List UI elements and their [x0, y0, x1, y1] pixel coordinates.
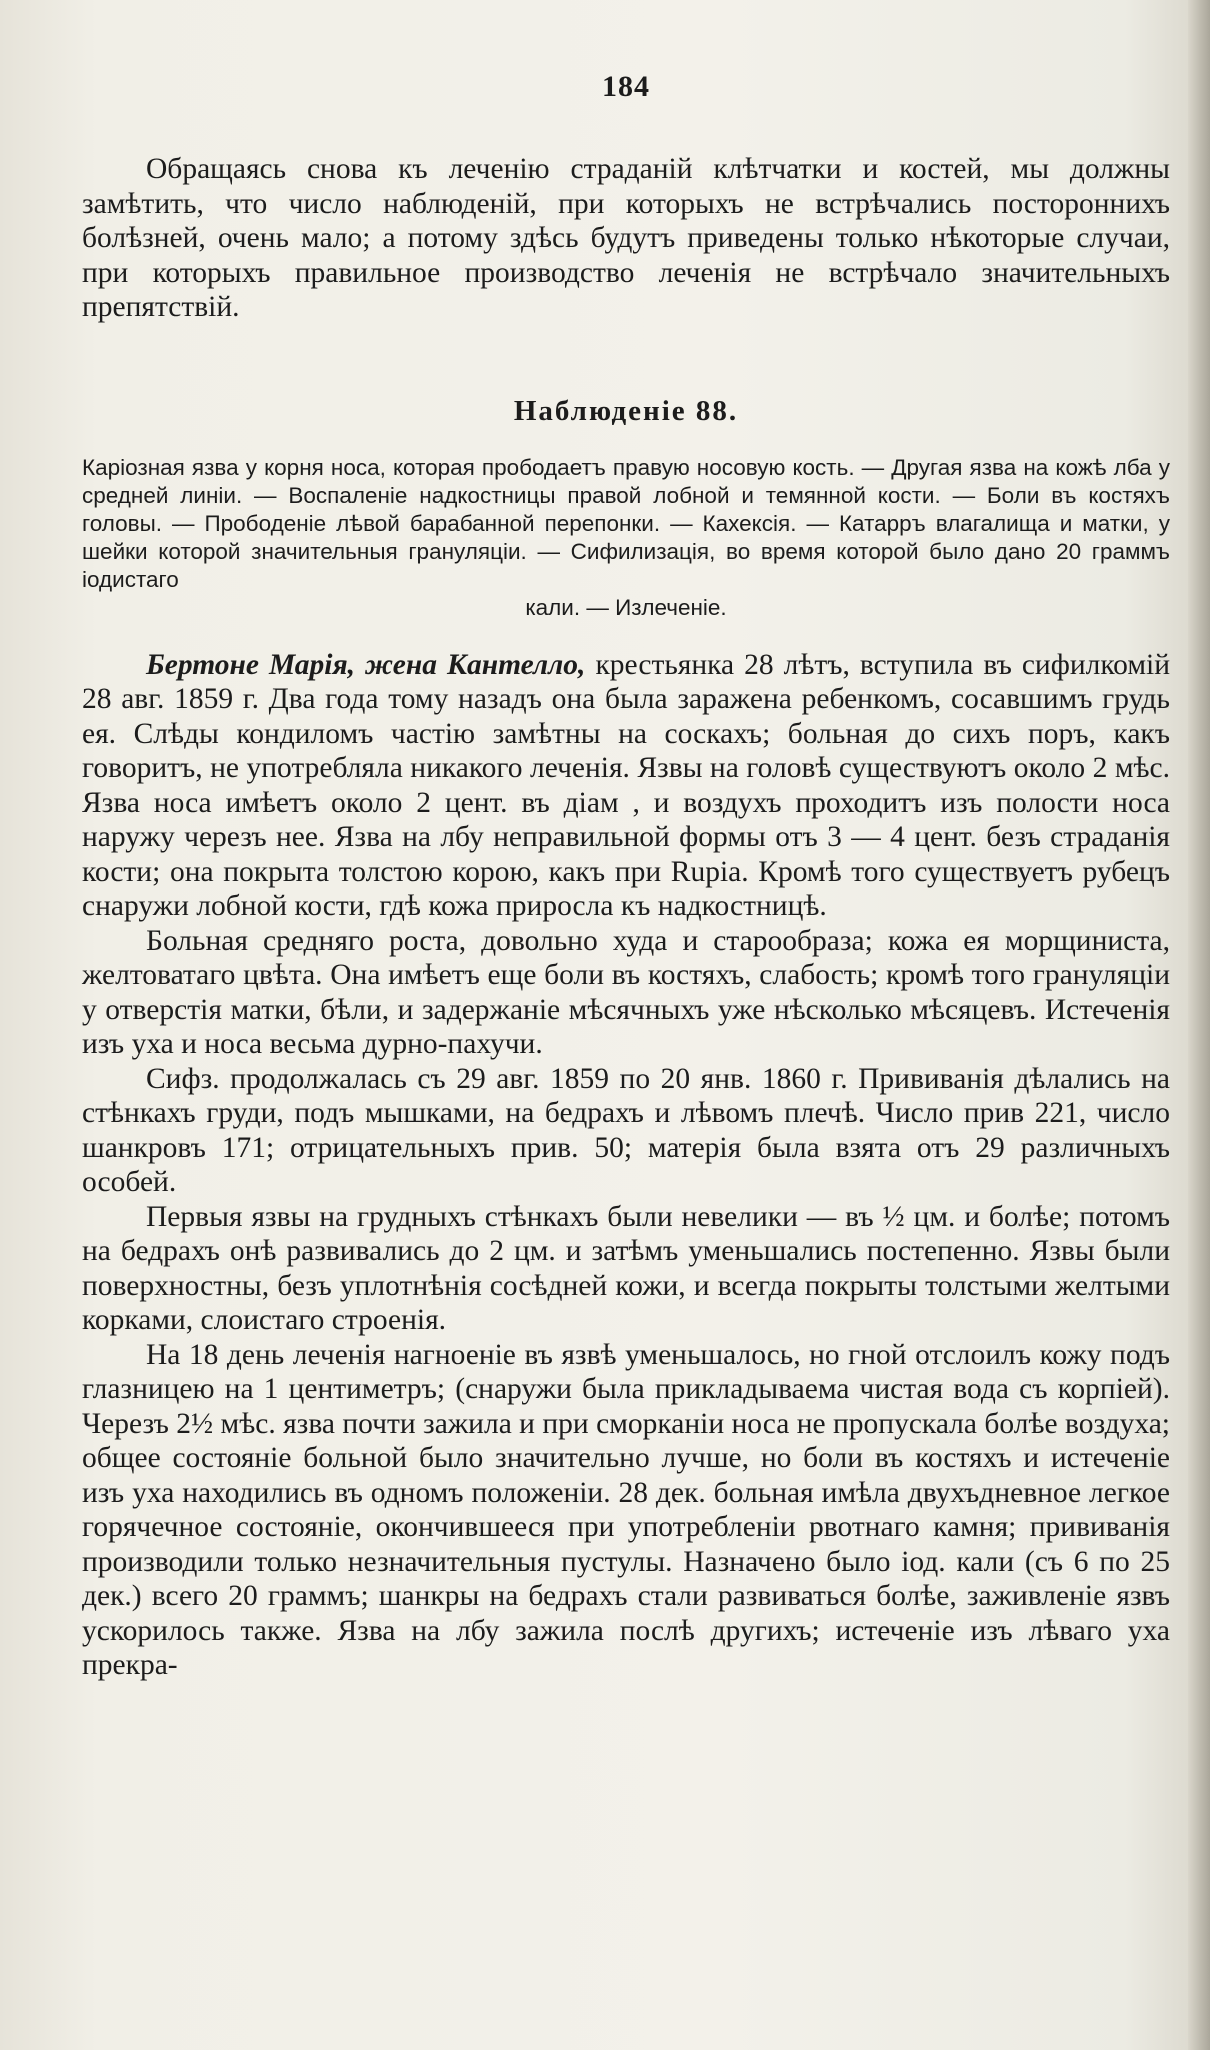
case-paragraph-4: Первыя язвы на грудныхъ стѣнкахъ были невелики — въ ½ цм. и болѣе; потомъ на бедрахъ онѣ развивались до 2 цм. и затѣмъ уменьшались постепенно. Язвы были поверхностны, безъ уплотнѣнія сосѣдней кожи, и всегда покрыты толстыми желтыми корками, слоистаго строенія. — [82, 1200, 1170, 1336]
case-paragraph-5: На 18 день леченія нагноеніе въ язвѣ уменьшалось, но гной отслоилъ кожу подъ глазницею на 1 центиметръ; (снаружи была прикладываема чистая вода съ корпіей). Черезъ 2½ мѣс. язва почти зажила и при сморканіи носа не пропускала болѣе воздуха; общее состояніе больной было значительно лучше, но боли въ костяхъ и истеченіе изъ уха находились въ одномъ положеніи. 28 дек. больная имѣла двухъдневное легкое горячечное состояніе, окончившееся при употребленіи рвотнаго камня; прививанія производили только незначительныя пустулы. Назначено было іод. кали (съ 6 по 25 дек.) всего 20 граммъ; шанкры на бедрахъ стали развиваться болѣе, заживленіе язвъ ускорилось также. Язва на лбу зажила послѣ другихъ; истеченіе изъ лѣваго уха прекра- — [82, 1338, 1170, 1681]
intro-paragraph: Обращаясь снова къ леченію страданій клѣтчатки и костей, мы должны замѣтить, что число наблюденій, при которыхъ не встрѣчались постороннихъ болѣзней, очень мало; а потому здѣсь будутъ приведены только нѣкоторые случаи, при которыхъ правильное производство леченія не встрѣчало значительныхъ препятствій. — [82, 153, 1170, 323]
case-paragraph-2: Больная средняго роста, довольно худа и старообраза; кожа ея морщиниста, желтоватаго цвѣта. Она имѣетъ еще боли въ костяхъ, слабость; кромѣ того грануляціи у отверстія матки, бѣли, и задержаніе мѣсячныхъ уже нѣсколько мѣсяцевъ. Истеченія изъ уха и носа весьма дурно-пахучи. — [82, 924, 1170, 1060]
case-paragraph-1-text: крестьянка 28 лѣтъ, вступила въ сифилкомій 28 авг. 1859 г. Два года тому назадъ она была заражена ребенкомъ, сосавшимъ грудь ея. Слѣды кондиломъ частію замѣтны на соскахъ; больная до сихъ поръ, какъ говоритъ, не употребляла никакого леченія. Язвы на головѣ существуютъ около 2 мѣс. Язва носа имѣетъ около 2 цент. въ діам , и воздухъ проходитъ изъ полости носа наружу черезъ нее. Язва на лбу неправильной формы отъ 3 — 4 цент. безъ страданія кости; она покрыта толстою корою, какъ при Rupia. Кромѣ того существуетъ рубецъ снаружи лобной кости, гдѣ кожа приросла къ надкостницѣ. — [82, 648, 1170, 922]
summary-text: Каріозная язва у корня носа, которая прободаетъ правую носовую кость. — Другая язва на кожѣ лба у средней линіи. — Воспаленіе надкостницы правой лобной и темянной кости. — Боли въ костяхъ головы. — Прободеніе лѣвой барабанной перепонки. — Кахексія. — Катарръ влагалища и матки, у шейки которой значительныя грануляціи. — Сифилизація, во время которой было дано 20 граммъ іодистаго — [82, 454, 1170, 592]
observation-summary — [82, 454, 1170, 622]
page-number: 184 — [602, 70, 650, 103]
observation-title: Наблюденіе 88. — [513, 394, 739, 427]
case-paragraph-3: Сифз. продолжалась съ 29 авг. 1859 по 20 янв. 1860 г. Прививанія дѣлались на стѣнкахъ груди, подъ мышками, на бедрахъ и лѣвомъ плечѣ. Число прив 221, число шанкровъ 171; отрицательныхъ прив. 50; матерія была взята отъ 29 различныхъ особей. — [82, 1062, 1170, 1198]
summary-last-line: кали. — Излеченіе. — [525, 594, 727, 620]
page-spine-shadow — [1188, 0, 1210, 2050]
page-content — [82, 70, 1170, 1683]
case-paragraph-1 — [82, 648, 1170, 924]
patient-name: Бертоне Марія, жена Кантелло, — [146, 648, 586, 681]
